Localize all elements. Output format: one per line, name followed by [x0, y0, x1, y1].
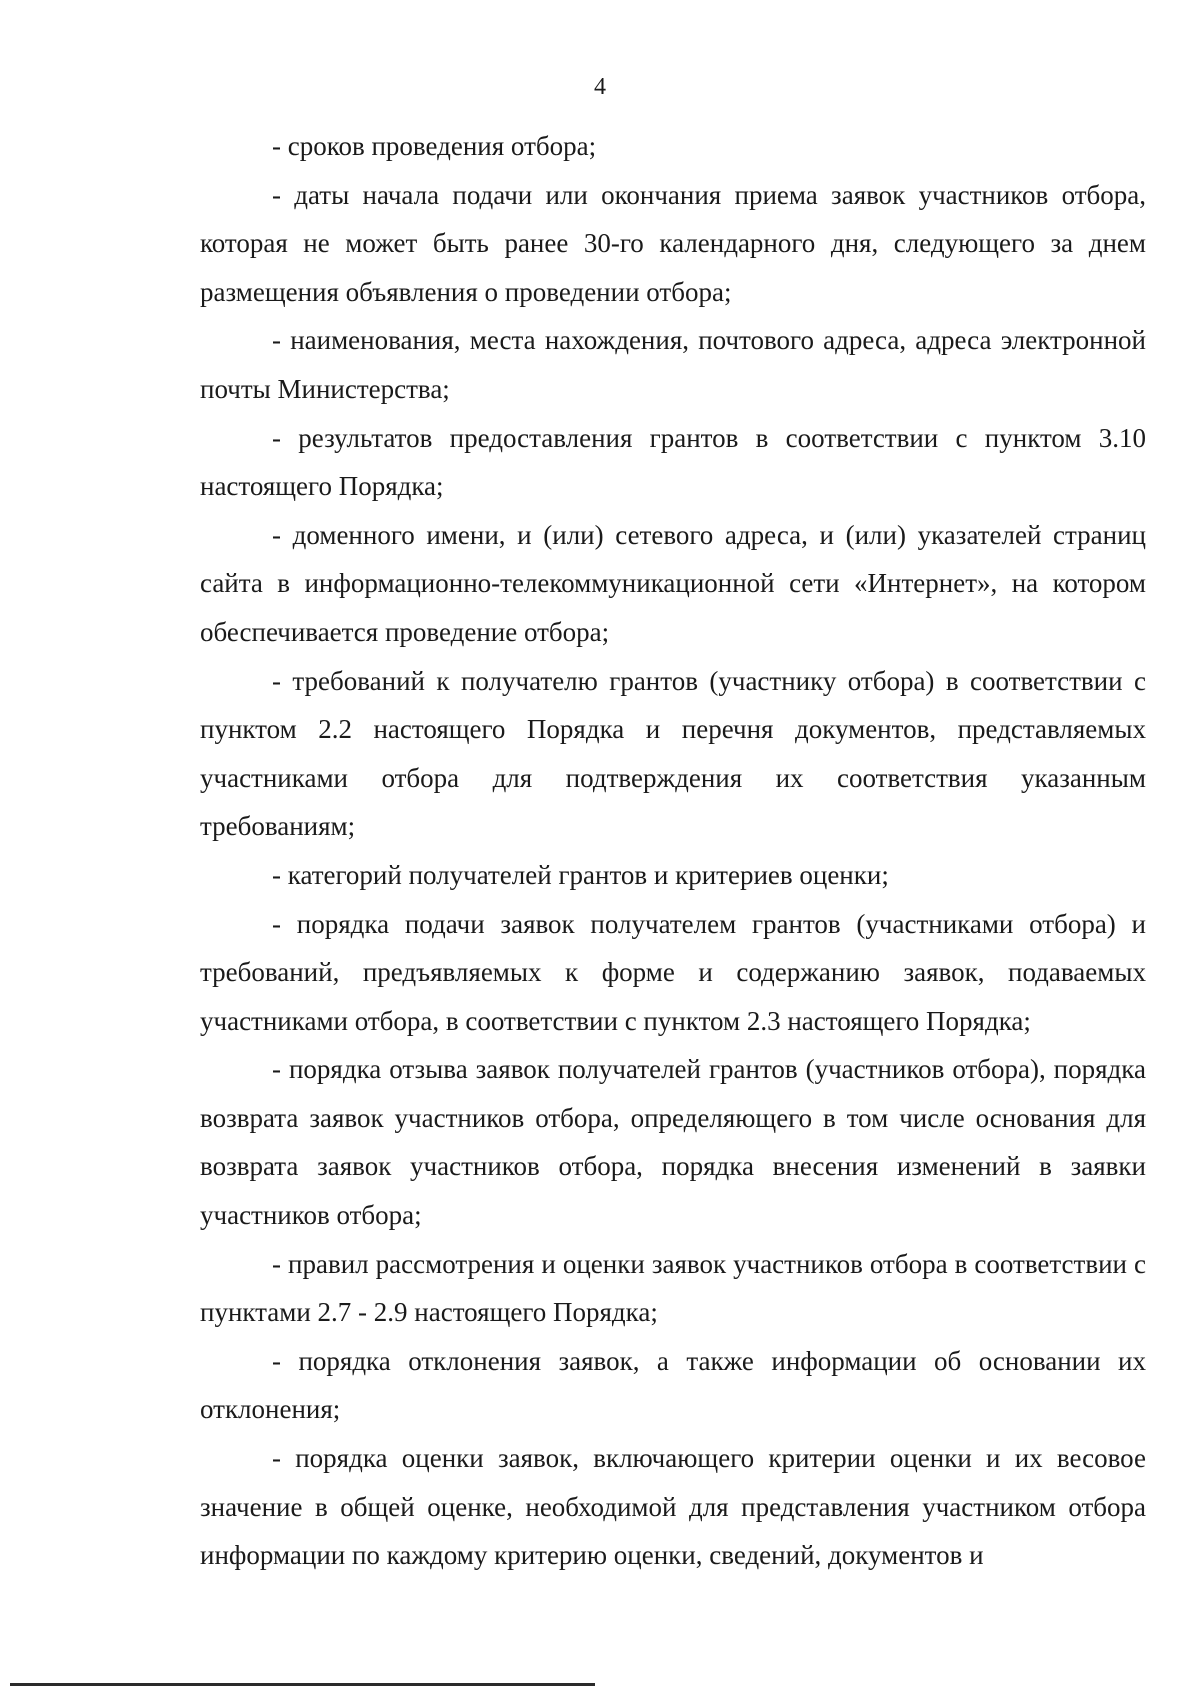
bottom-divider [10, 1683, 595, 1686]
list-item-application-dates: - даты начала подачи или окончания приема заявок участников отбора, которая не может быть ранее 30-го календарного дня, следующего за днем размещения объявления о проведении отбора; [200, 179, 1146, 307]
document-body [200, 122, 1146, 1580]
list-item-submission-procedure: - порядка подачи заявок получателем грантов (участниками отбора) и требований, предъявляемых к форме и содержанию заявок, подаваемых участниками отбора, в соответствии с пунктом 2.3 настоящего Порядка; [200, 908, 1146, 1036]
list-item-ministry-contacts: - наименования, места нахождения, почтового адреса, адреса электронной почты Министерства; [200, 325, 1146, 404]
list-item-domain-name: - доменного имени, и (или) сетевого адреса, и (или) указателей страниц сайта в информационно-телекоммуникационной сети «Интернет», на котором обеспечивается проведение отбора; [200, 519, 1146, 647]
list-item-grant-results: - результатов предоставления грантов в соответствии с пунктом 3.10 настоящего Порядка; [200, 422, 1146, 502]
list-item-recipient-requirements: - требований к получателю грантов (участнику отбора) в соответствии с пунктом 2.2 настоящего Порядка и перечня документов, представляемых участниками отбора для подтверждения их соответствия указанным требованиям; [200, 665, 1146, 842]
list-item-selection-period: - сроков проведения отбора; [272, 131, 597, 161]
list-item-withdrawal-procedure: - порядка отзыва заявок получателей грантов (участников отбора), порядка возврата заявок участников отбора, определяющего в том числе основания для возврата заявок участников отбора, порядка внесения изменений в заявки участников отбора; [200, 1054, 1146, 1231]
list-item-rejection-procedure: - порядка отклонения заявок, а также информации об основании их отклонения; [200, 1345, 1146, 1425]
page-number: 4 [594, 74, 606, 100]
list-item-categories-criteria: - категорий получателей грантов и критериев оценки; [272, 859, 889, 890]
list-item-review-rules: - правил рассмотрения и оценки заявок участников отбора в соответствии с пунктами 2.7 - 2.9 настоящего Порядка; [200, 1248, 1146, 1328]
list-item-evaluation-procedure: - порядка оценки заявок, включающего критерии оценки и их весовое значение в общей оценке, необходимой для представления участником отбора информации по каждому критерию оценки, сведений, документов и [200, 1443, 1146, 1571]
